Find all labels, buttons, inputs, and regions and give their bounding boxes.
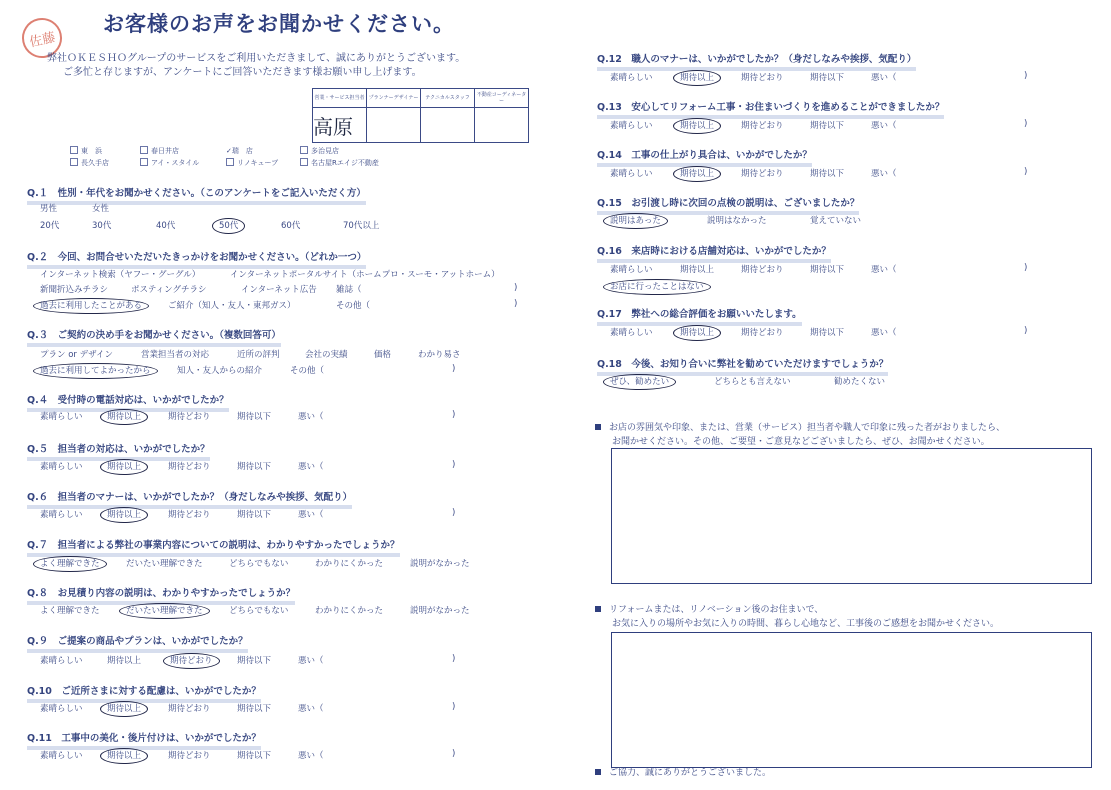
q8-understand-none[interactable]: 説明がなかった [410, 606, 470, 616]
q9-rating-above[interactable]: 期待以上 [107, 656, 142, 666]
q14-rating-below[interactable]: 期待以下 [810, 169, 845, 179]
q13-heading: Q.13 安心してリフォーム工事・お住まいづくりを進めることができましたか？ [597, 99, 944, 119]
answer-circle: よく理解できた [33, 556, 107, 572]
square-bullet-icon [595, 606, 601, 612]
q5-rating-below[interactable]: 期待以下 [237, 462, 272, 472]
paren-close: ) [1024, 263, 1028, 273]
answer-circle: 説明はあった [603, 213, 668, 229]
intro-line-1: 弊社ＯＫＥＳＨＯグループのサービスをご利用いただきまして、誠にありがとうございます。 [47, 53, 466, 64]
q10-heading: Q.10 ご近所さまに対する配慮は、いかがでしたか？ [27, 683, 261, 703]
answer-circle: お店に行ったことはない [603, 279, 711, 295]
q17-rating-below[interactable]: 期待以下 [810, 328, 845, 338]
q16-rating-expected[interactable]: 期待どおり [741, 265, 784, 275]
q2-option[interactable]: インターネットポータルサイト（ホームプロ・スーモ・アットホーム） [230, 270, 500, 280]
q14-rating-above-selected[interactable] [680, 167, 714, 179]
q6-rating-below[interactable]: 期待以下 [237, 510, 272, 520]
q8-understand-neutral[interactable]: どちらでもない [229, 606, 289, 616]
q5-heading: Q.５ 担当者の対応は、いかがでしたか？ [27, 441, 210, 461]
paren-close: ) [452, 364, 456, 374]
q10-rating-excellent[interactable]: 素晴らしい [40, 704, 83, 714]
staff-realestate-name[interactable] [475, 108, 529, 143]
paren-close: ) [1024, 326, 1028, 336]
q17-rating-expected[interactable]: 期待どおり [741, 328, 784, 338]
paren-close: ) [514, 299, 518, 309]
q1-gender-male[interactable]: 男性 [40, 204, 58, 214]
q7-understand-mostly[interactable]: だいたい理解できた [126, 559, 203, 569]
q11-rating-excellent[interactable]: 素晴らしい [40, 751, 83, 761]
q8-understand-hard[interactable]: わかりにくかった [315, 606, 384, 616]
q17-heading: Q.17 弊社への総合評価をお願いいたします。 [597, 306, 802, 326]
q9-rating-bad[interactable]: 悪い（ [298, 656, 324, 666]
q3-option[interactable]: わかり易さ [418, 350, 461, 360]
q18-neutral[interactable]: どちらとも言えない [714, 377, 791, 387]
q8-understand-well[interactable]: よく理解できた [40, 606, 100, 616]
q18-recommend-selected[interactable] [610, 375, 669, 387]
q7-understand-hard[interactable]: わかりにくかった [315, 559, 384, 569]
q3-option[interactable]: プラン or デザイン [40, 350, 114, 360]
comment1-text: お店の雰囲気や印象、または、営業（サービス）担当者や職人で印象に残った者がおりましたら、 [609, 423, 1006, 433]
q9-rating-expected-selected[interactable] [170, 654, 213, 666]
q8-understand-mostly-selected[interactable] [126, 604, 203, 616]
q11-heading: Q.11 工事中の美化・後片付けは、いかがでしたか？ [27, 730, 261, 750]
answer-circle: 期待以上 [673, 325, 721, 341]
q2-option[interactable]: インターネット広告 [241, 285, 317, 295]
q9-heading: Q.９ ご提案の商品やプランは、いかがでしたか？ [27, 633, 248, 653]
paren-close: ) [1024, 71, 1028, 81]
q14-rating-bad[interactable]: 悪い（ [871, 169, 897, 179]
q12-rating-above-selected[interactable] [680, 71, 714, 83]
shop-label: リノキューブ [237, 159, 279, 167]
q13-rating-below[interactable]: 期待以下 [810, 121, 845, 131]
shop-option[interactable] [140, 146, 179, 156]
q1-age-50-selected[interactable] [219, 219, 238, 231]
answer-circle: 50代 [212, 218, 245, 234]
q14-heading: Q.14 工事の仕上がり具合は、いかがでしたか？ [597, 147, 812, 167]
q16-rating-bad[interactable]: 悪い（ [871, 265, 897, 275]
q2-option[interactable]: 雑誌（ [336, 285, 362, 295]
shop-option[interactable] [300, 146, 339, 156]
q5-rating-excellent[interactable]: 素晴らしい [40, 462, 83, 472]
answer-circle: 期待どおり [163, 653, 220, 669]
shop-label: 多治見店 [311, 147, 339, 155]
q7-heading: Q.７ 担当者による弊社の事業内容についての説明は、わかりやすかったでしょうか？ [27, 537, 400, 557]
q7-understand-well-selected[interactable] [40, 557, 100, 569]
q17-rating-bad[interactable]: 悪い（ [871, 328, 897, 338]
checkbox-icon [140, 158, 148, 166]
page-title: お客様のお声をお聞かせください。 [103, 12, 455, 36]
q4-rating-below[interactable]: 期待以下 [237, 412, 272, 422]
answer-circle: 過去に利用したことがある [33, 298, 149, 314]
q2-option[interactable]: ご紹介（知人・友人・東邦ガス） [168, 301, 296, 311]
staff-header-sales: 営業・サービス担当者 [313, 89, 367, 108]
paren-close: ) [452, 702, 456, 712]
q6-rating-expected[interactable]: 期待どおり [168, 510, 211, 520]
paren-close: ) [452, 654, 456, 664]
q10-rating-above-selected[interactable] [107, 702, 141, 714]
q6-rating-excellent[interactable]: 素晴らしい [40, 510, 83, 520]
q4-rating-excellent[interactable]: 素晴らしい [40, 412, 83, 422]
q15-not-explained[interactable]: 説明はなかった [707, 216, 767, 226]
q1-age-60[interactable]: 60代 [281, 221, 301, 231]
q17-rating-above-selected[interactable] [680, 326, 714, 338]
q2-option[interactable]: 新聞折込みチラシ [40, 285, 109, 295]
q7-understand-neutral[interactable]: どちらでもない [229, 559, 289, 569]
q12-rating-below[interactable]: 期待以下 [810, 73, 845, 83]
q3-option[interactable]: 営業担当者の対応 [141, 350, 210, 360]
seal-text: 佐藤 [28, 29, 57, 50]
answer-circle: 期待以上 [100, 409, 148, 425]
staff-sales-name[interactable]: 高原 [313, 108, 367, 143]
comment2-textarea[interactable] [611, 632, 1092, 768]
paren-close: ) [452, 508, 456, 518]
shop-option[interactable] [70, 158, 109, 168]
q18-not-recommend[interactable]: 勧めたくない [834, 377, 886, 387]
answer-circle: 期待以上 [100, 701, 148, 717]
q3-option[interactable]: 知人・友人からの紹介 [177, 366, 263, 376]
q14-rating-excellent[interactable]: 素晴らしい [610, 169, 653, 179]
answer-circle: ぜひ、勧めたい [603, 374, 676, 390]
q10-rating-expected[interactable]: 期待どおり [168, 704, 211, 714]
answer-circle: 期待以上 [100, 748, 148, 764]
q9-rating-below[interactable]: 期待以下 [237, 656, 272, 666]
q12-heading: Q.12 職人のマナーは、いかがでしたか？（身だしなみや挨拶、気配り） [597, 51, 916, 71]
paren-close: ) [452, 460, 456, 470]
q16-rating-excellent[interactable]: 素晴らしい [610, 265, 653, 275]
q2-option[interactable]: ポスティングチラシ [131, 285, 207, 295]
checkbox-icon [226, 158, 234, 166]
staff-technical-name[interactable] [421, 108, 475, 143]
q12-rating-bad[interactable]: 悪い（ [871, 73, 897, 83]
comment1-textarea[interactable] [611, 448, 1092, 584]
q3-option-selected[interactable] [40, 364, 151, 376]
q6-rating-above-selected[interactable] [107, 508, 141, 520]
q1-heading: Q.１ 性別・年代をお聞かせください。（このアンケートをご記入いただく方） [27, 185, 366, 205]
q16-rating-above[interactable]: 期待以上 [680, 265, 715, 275]
q15-explained-selected[interactable] [610, 214, 661, 226]
checkbox-icon [70, 158, 78, 166]
q13-rating-above-selected[interactable] [680, 119, 714, 131]
staff-header-technical: テクニカルスタッフ [421, 89, 475, 108]
q2-option[interactable]: インターネット検索（ヤフー・グーグル） [40, 270, 201, 280]
q15-dont-remember[interactable]: 覚えていない [810, 216, 862, 226]
q11-rating-below[interactable]: 期待以下 [237, 751, 272, 761]
comment1-prompt-line1 [595, 420, 1005, 433]
shop-option[interactable] [70, 146, 102, 156]
shop-option-selected[interactable] [226, 146, 253, 156]
checkbox-icon [300, 146, 308, 154]
square-bullet-icon [595, 769, 601, 775]
q5-rating-above-selected[interactable] [107, 460, 141, 472]
q11-rating-above-selected[interactable] [107, 749, 141, 761]
q4-rating-bad[interactable]: 悪い（ [298, 412, 324, 422]
q16-rating-below[interactable]: 期待以下 [810, 265, 845, 275]
shop-label: 長久手店 [81, 159, 109, 167]
checkbox-icon [300, 158, 308, 166]
answer-circle: 期待以上 [673, 70, 721, 86]
q3-option[interactable]: 会社の実績 [305, 350, 348, 360]
comment2-text: リフォームまたは、リノベーション後のお住まいで、 [609, 605, 824, 615]
q8-heading: Q.８ お見積り内容の説明は、わかりやすかったでしょうか？ [27, 585, 295, 605]
comment2-prompt-line1 [595, 602, 823, 615]
shop-label: 春日井店 [151, 147, 179, 155]
answer-circle: だいたい理解できた [119, 603, 210, 619]
answer-circle: 期待以上 [673, 166, 721, 182]
q6-rating-bad[interactable]: 悪い（ [298, 510, 324, 520]
shop-label: アイ・スタイル [151, 159, 200, 167]
shop-option[interactable] [226, 158, 278, 168]
q5-rating-bad[interactable]: 悪い（ [298, 462, 324, 472]
answer-circle: 期待以上 [100, 459, 148, 475]
q13-rating-bad[interactable]: 悪い（ [871, 121, 897, 131]
shop-label: ✓瑞 店 [226, 147, 253, 155]
shop-option[interactable] [300, 158, 379, 168]
q12-rating-expected[interactable]: 期待どおり [741, 73, 784, 83]
q17-rating-excellent[interactable]: 素晴らしい [610, 328, 653, 338]
thanks-line [595, 765, 771, 778]
staff-table [312, 88, 529, 143]
q3-heading: Q.３ ご契約の決め手をお聞かせください。（複数回答可） [27, 327, 281, 347]
q14-rating-expected[interactable]: 期待どおり [741, 169, 784, 179]
q9-rating-excellent[interactable]: 素晴らしい [40, 656, 83, 666]
q3-option[interactable]: 近所の評判 [237, 350, 280, 360]
answer-circle: 期待以上 [673, 118, 721, 134]
q2-heading: Q.２ 今回、お問合せいただいたきっかけをお聞かせください。（どれか一つ） [27, 249, 366, 269]
q13-rating-excellent[interactable]: 素晴らしい [610, 121, 653, 131]
q16-heading: Q.16 来店時における店舗対応は、いかがでしたか？ [597, 243, 831, 263]
paren-close: ) [452, 410, 456, 420]
q15-heading: Q.15 お引渡し時に次回の点検の説明は、ございましたか？ [597, 195, 859, 215]
q5-rating-expected[interactable]: 期待どおり [168, 462, 211, 472]
q10-rating-below[interactable]: 期待以下 [237, 704, 272, 714]
q11-rating-expected[interactable]: 期待どおり [168, 751, 211, 761]
square-bullet-icon [595, 424, 601, 430]
q4-rating-expected[interactable]: 期待どおり [168, 412, 211, 422]
shop-option[interactable] [140, 158, 199, 168]
staff-planner-name[interactable] [367, 108, 421, 143]
q10-rating-bad[interactable]: 悪い（ [298, 704, 324, 714]
q1-age-30[interactable]: 30代 [92, 221, 112, 231]
checkbox-icon [140, 146, 148, 154]
q11-rating-bad[interactable]: 悪い（ [298, 751, 324, 761]
q3-option[interactable]: 価格 [374, 350, 392, 360]
q3-option[interactable]: その他（ [290, 366, 325, 376]
answer-circle: 過去に利用してよかったから [33, 363, 158, 379]
checkbox-icon [70, 146, 78, 154]
q16-never-visited-selected[interactable] [610, 280, 704, 292]
q6-heading: Q.６ 担当者のマナーは、いかがでしたか？（身だしなみや挨拶、気配り） [27, 489, 352, 509]
paren-close: ) [1024, 167, 1028, 177]
paren-close: ) [452, 749, 456, 759]
q12-rating-excellent[interactable]: 素晴らしい [610, 73, 653, 83]
q4-heading: Q.４ 受付時の電話対応は、いかがでしたか？ [27, 392, 229, 412]
comment1-prompt-line2: お聞かせください。その他、ご要望・ご意見などございましたら、ぜひ、お聞かせください。 [612, 437, 990, 447]
answer-circle: 期待以上 [100, 507, 148, 523]
paren-close: ) [514, 283, 518, 293]
q1-gender-female[interactable]: 女性 [92, 204, 110, 214]
paren-close: ) [1024, 119, 1028, 129]
shop-label: 名古屋Rエイジ不動産 [311, 159, 379, 167]
q1-age-70plus[interactable]: 70代以上 [343, 221, 380, 231]
intro-line-2: ご多忙と存じますが、アンケートにご回答いただきます様お願い申し上げます。 [63, 67, 422, 78]
q1-age-20[interactable]: 20代 [40, 221, 60, 231]
shop-label: 東 浜 [81, 147, 102, 155]
comment2-prompt-line2: お気に入りの場所やお気に入りの時間、暮らし心地など、工事後のご感想をお聞かせください。 [612, 619, 1000, 629]
q2-option-selected[interactable] [40, 299, 142, 311]
q13-rating-expected[interactable]: 期待どおり [741, 121, 784, 131]
q7-understand-none[interactable]: 説明がなかった [410, 559, 470, 569]
q18-heading: Q.18 今後、お知り合いに弊社を勧めていただけますでしょうか？ [597, 356, 888, 376]
staff-header-realestate: 不動産コーディネーター [475, 89, 529, 108]
staff-header-planner: プランナーデザイナー [367, 89, 421, 108]
q2-option[interactable]: その他（ [336, 301, 371, 311]
q4-rating-above-selected[interactable] [107, 410, 141, 422]
q1-age-40[interactable]: 40代 [156, 221, 176, 231]
thanks-text: ご協力、誠にありがとうございました。 [609, 768, 772, 778]
